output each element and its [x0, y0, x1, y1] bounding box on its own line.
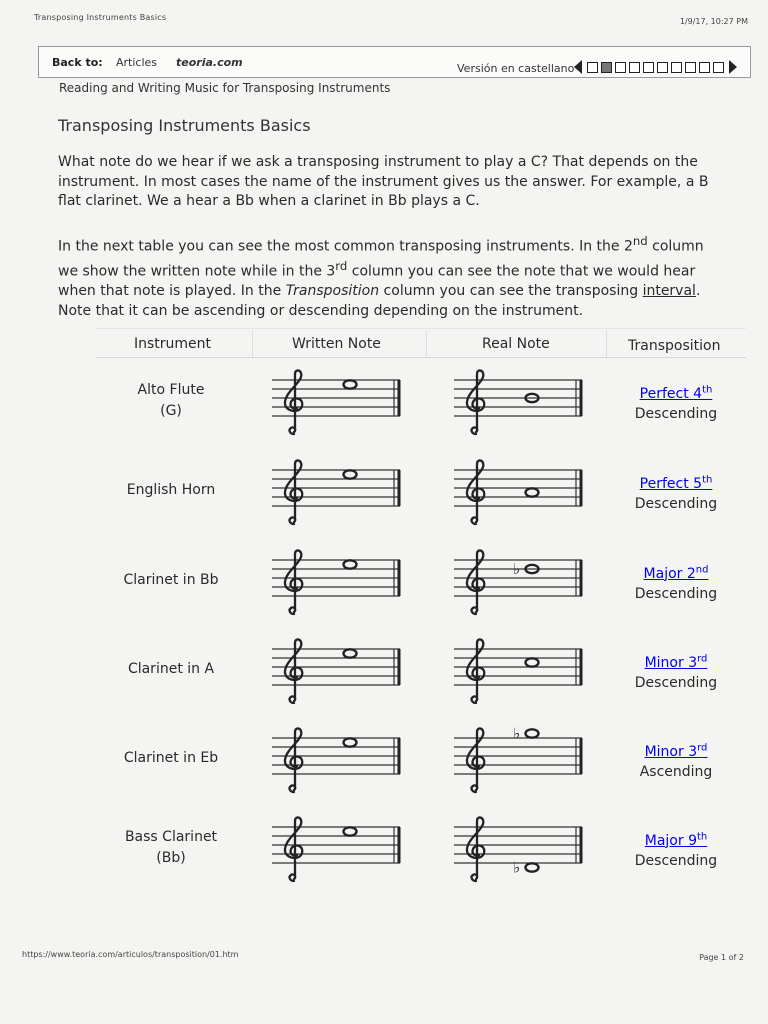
real-note-svg [454, 458, 584, 530]
direction-label: Descending [634, 585, 718, 602]
written-note-staff [272, 815, 402, 887]
written-note-staff [272, 548, 402, 620]
interval-link[interactable]: interval [642, 283, 696, 300]
whole-note [344, 560, 357, 568]
whole-note [526, 658, 539, 666]
page-box[interactable] [629, 62, 640, 73]
instrument-name: Bass Clarinet [124, 829, 218, 845]
instrument-key: (Bb) [156, 850, 186, 866]
direction-label: Ascending [639, 763, 713, 780]
article-subtitle: Reading and Writing Music for Transposing Instruments [59, 81, 391, 95]
page-box[interactable] [713, 62, 724, 73]
whole-note [344, 738, 357, 746]
direction-label: Descending [634, 674, 718, 691]
print-header-datetime: 1/9/17, 10:27 PM [679, 17, 748, 26]
flat-sign: ♭ [513, 726, 521, 743]
page-box[interactable] [615, 62, 626, 73]
instrument-name: Clarinet in Bb [123, 572, 219, 588]
whole-note [344, 470, 357, 478]
instrument-cell [96, 748, 246, 769]
header-instrument: Instrument [134, 336, 212, 352]
real-note-staff [454, 368, 584, 440]
direction-label: Descending [634, 495, 718, 512]
site-link[interactable]: teoria.com [176, 56, 243, 69]
footer-page-number: Page 1 of 2 [699, 953, 744, 962]
interval-link[interactable]: Minor 3rd [644, 653, 708, 671]
language-link[interactable]: Versión en castellano [457, 62, 575, 75]
direction-label: Descending [634, 405, 718, 422]
page-box[interactable] [601, 62, 612, 73]
written-note-svg [272, 548, 402, 620]
interval-link[interactable]: Major 2nd [643, 564, 709, 582]
written-note-staff [272, 637, 402, 709]
whole-note [526, 488, 539, 496]
flat-sign: ♭ [513, 858, 521, 877]
whole-note [344, 827, 357, 835]
print-header-title: Transposing Instruments Basics [34, 13, 167, 22]
table-row [96, 458, 746, 538]
table-row [96, 726, 746, 806]
instrument-name: Clarinet in Eb [123, 750, 219, 766]
page-box[interactable] [587, 62, 598, 73]
real-note-svg [454, 368, 584, 440]
transposition-cell [606, 738, 746, 782]
table-header [96, 328, 746, 358]
transposition-cell [606, 827, 746, 871]
previous-page-icon[interactable] [574, 60, 582, 74]
written-note-staff [272, 368, 402, 440]
back-to-label: Back to: [52, 56, 103, 69]
real-note-staff [454, 815, 584, 887]
interval-link[interactable]: Perfect 4th [639, 384, 713, 402]
transposition-cell [606, 560, 746, 604]
header-written-note: Written Note [292, 336, 381, 352]
page-box[interactable] [657, 62, 668, 73]
table-row [96, 637, 746, 717]
articles-link[interactable]: Articles [116, 56, 158, 69]
direction-label: Descending [634, 852, 718, 869]
written-note-svg [272, 726, 402, 798]
instrument-key: (G) [160, 403, 182, 419]
real-note-staff [454, 726, 584, 798]
header-real-note: Real Note [482, 336, 550, 352]
whole-note [526, 863, 539, 871]
whole-note [344, 649, 357, 657]
interval-link[interactable]: Perfect 5th [639, 474, 713, 492]
written-note-staff [272, 726, 402, 798]
table-row [96, 548, 746, 628]
page-box[interactable] [685, 62, 696, 73]
page-title: Transposing Instruments Basics [58, 116, 311, 135]
table-row [96, 815, 746, 895]
instrument-cell [96, 659, 246, 680]
real-note-staff [454, 548, 584, 620]
instrument-name: Clarinet in A [127, 661, 215, 677]
table-row [96, 368, 746, 448]
interval-link[interactable]: Major 9th [644, 831, 708, 849]
footer-url: https://www.teoria.com/articulos/transposition/01.htm [22, 950, 239, 959]
next-page-icon[interactable] [729, 60, 737, 74]
instrument-cell [96, 570, 246, 591]
transposition-cell [606, 470, 746, 514]
flat-sign: ♭ [513, 560, 521, 578]
real-note-svg [454, 637, 584, 709]
instrument-cell [96, 827, 246, 869]
instrument-cell [96, 380, 246, 422]
written-note-svg [272, 368, 402, 440]
real-note-staff [454, 458, 584, 530]
real-note-svg [454, 548, 584, 620]
whole-note [344, 380, 357, 388]
instrument-cell [96, 480, 246, 501]
header-transposition: Transposition [628, 338, 721, 354]
navigation-bar [38, 46, 751, 78]
transposition-cell [606, 380, 746, 424]
page-navigator [574, 60, 737, 74]
page-box[interactable] [699, 62, 710, 73]
page-box[interactable] [643, 62, 654, 73]
written-note-svg [272, 815, 402, 887]
table-description-paragraph: In the next table you can see the most common transposing instruments. In the 2nd column we show the written note while in the 3rd column you can see the note that we would hear when that note is played. In the Transposition column you can see the transposing interval. Note that it can be ascending or descending depending on the instrument. [58, 234, 704, 319]
transposition-cell [606, 649, 746, 693]
written-note-staff [272, 458, 402, 530]
written-note-svg [272, 458, 402, 530]
interval-link[interactable]: Minor 3rd [644, 742, 708, 760]
whole-note [526, 729, 539, 737]
real-note-svg [454, 815, 584, 887]
written-note-svg [272, 637, 402, 709]
real-note-svg [454, 726, 584, 798]
page-box[interactable] [671, 62, 682, 73]
real-note-staff [454, 637, 584, 709]
instrument-name: English Horn [126, 482, 216, 498]
instrument-name: Alto Flute [137, 382, 205, 398]
intro-paragraph: What note do we hear if we ask a transposing instrument to play a C? That depends on the instrument. In most cases the name of the instrument gives us the answer. For example, a B flat clarinet. We a hear a Bb when a clarinet in Bb plays a C. [58, 154, 709, 209]
